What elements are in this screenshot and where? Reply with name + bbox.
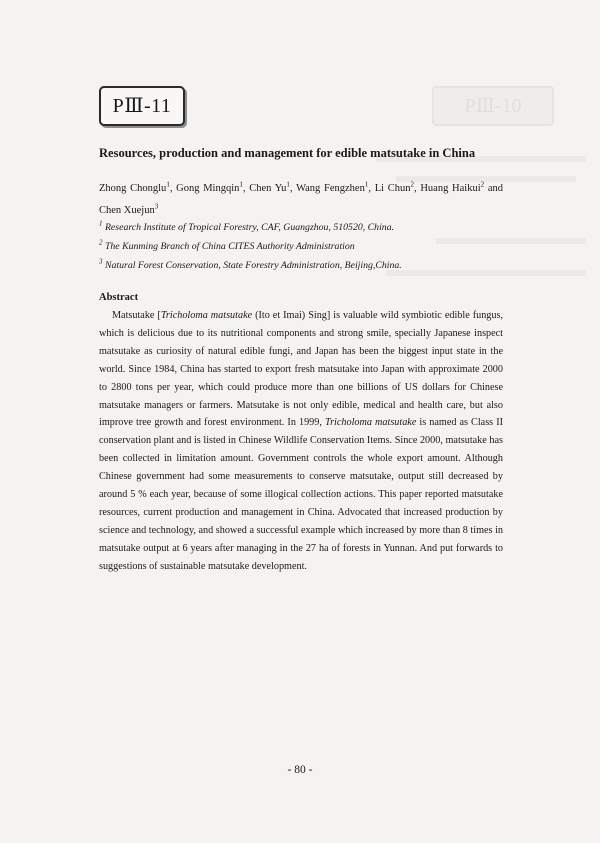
species-name: Tricholoma matsutake xyxy=(324,417,417,429)
species-name: Tricholoma matsutake xyxy=(160,310,253,321)
affiliation: $^3$ Natural Forest Conservation, State Forestry Administration, Beijing,China. xyxy=(99,257,402,271)
author: Zhong Chonglu$^1$ xyxy=(99,180,170,194)
abstract-heading: Abstract xyxy=(99,292,139,303)
author: Gong Mingqin$^1$ xyxy=(176,180,243,194)
author-list: Zhong Chonglu$^1$, Gong Mingqin$^1$, Chen Yu$^1$, Wang Fengzhen$^1$, Li Chun$^2$, Huang Haikui$^2$ and Chen Xuejun$^3$ xyxy=(99,180,504,216)
abstract-body: Matsutake [Tricholoma matsutake (Ito et Imai) Sing] is valuable wild symbiotic edible fungus, which is delicious due to its nutritional components and strong smile, specially Japanese inspect matsutake as curiosity of natural edible fungi, and Japan has been the biggest input state in the world. Since 1984, China has started to export fresh matsutake into Japan with approximate 2000 to 2800 tons per year, which could produce more than one billions of US dollars for Chinese matsutake managers or farmers. Matsutake is not only edible, medical and health care, but also improve tree growth and forest environment. In 1999, Tricholoma matsutake is named as Class II conservation plant and is listed in Chinese Wildlife Conservation Items. Since 2000, matsutake has been collected in limitation amount. Government controls the whole export amount. Although Chinese government had some measurements to conserve matsutake, output still decreased by around 5 % each year, because of some illogical collection actions. This paper reported matsutake resources, current production and management in China. Advocated that increased production by science and technology, and showed a successful example which increased by more than 8 times in matsutake output at 6 years after managing in the 27 ha of forests in Yunnan. And put forwards to suggestions of sustainable matsutake development. xyxy=(99,310,503,572)
show-through-tag: PⅢ-10 xyxy=(432,86,554,126)
author: Chen Xuejun$^3$ xyxy=(99,202,159,216)
affiliation: $^1$ Research Institute of Tropical Forestry, CAF, Guangzhou, 510520, China. xyxy=(99,219,395,233)
paper-title: Resources, production and management for edible matsutake in China xyxy=(99,146,476,160)
author: Huang Haikui$^2$ xyxy=(420,180,485,194)
section-tag xyxy=(99,86,185,126)
page-number: - 80 - xyxy=(287,764,313,776)
affiliation: $^2$ The Kunming Branch of China CITES Authority Administration xyxy=(99,238,355,252)
author: Chen Yu$^1$ xyxy=(249,180,290,194)
author: Li Chun$^2$ xyxy=(374,180,414,194)
section-tag-label: PⅢ-11 xyxy=(112,95,172,117)
author: Wang Fengzhen$^1$ xyxy=(296,180,369,194)
